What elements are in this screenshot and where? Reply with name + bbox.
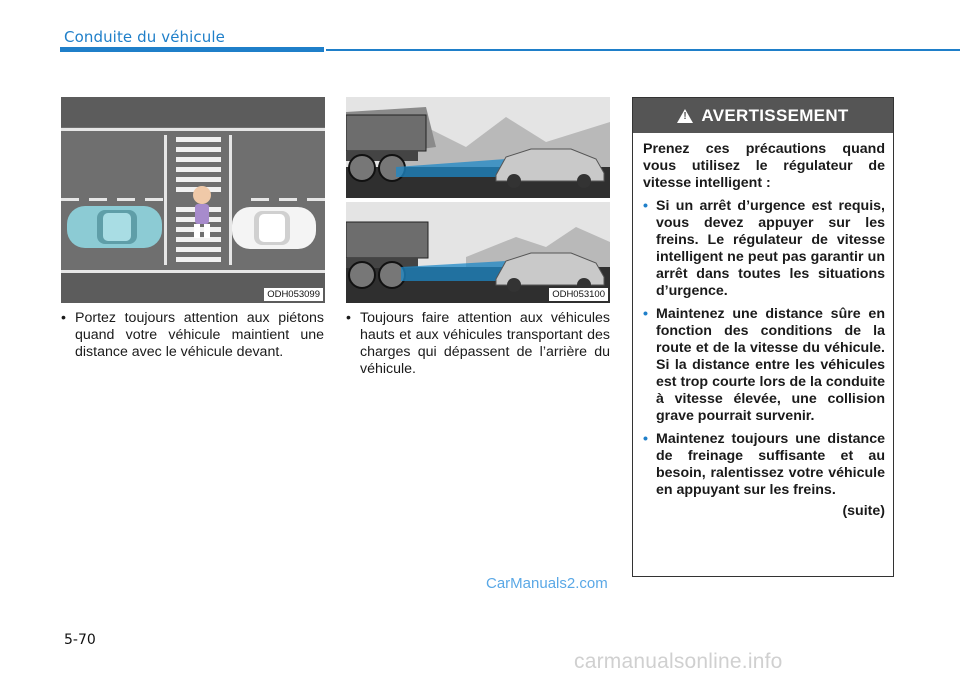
list-item: • Maintenez toujours une distance de freinage suffisante et au besoin, ralentissez votre véhicule en appuyant sur les freins. [643, 431, 885, 498]
truck-illustration [346, 97, 610, 303]
warning-header [633, 98, 893, 133]
warning-triangle-icon: ! [677, 109, 693, 123]
warning-box [632, 97, 894, 577]
list-item: • Maintenez une distance sûre en fonction des conditions de la route et de la vitesse du véhicule. Si la distance entre les véhicules est trop courte lors de la conduite à vitesse élevée, une collision grave pourrait survenir. [643, 306, 885, 424]
middle-column-text [346, 310, 610, 378]
header-rule-thin [326, 49, 960, 51]
warning-intro: Prenez ces précautions quand vous utilisez le régulateur de vitesse intelligent : [643, 141, 885, 191]
page-number: 5-70 [64, 632, 96, 648]
figure-code: ODH053099 [264, 288, 323, 301]
figure-crosswalk [61, 97, 325, 303]
header-rule-thick [60, 47, 324, 52]
list-item: • Toujours faire attention aux véhicules hauts et aux véhicules transportant des charges qui dépassent de l’arrière du véhicule. [346, 310, 610, 377]
bullet-icon: • [61, 310, 66, 326]
section-title: Conduite du véhicule [64, 28, 225, 46]
continued-label: (suite) [842, 503, 885, 519]
figure-truck [346, 97, 610, 303]
list-item: • Si un arrêt d’urgence est requis, vous devez appuyer sur les freins. Le régulateur de vitesse intelligent ne peut pas garantir un arrêt dans toutes les situations d’urgence. [643, 198, 885, 299]
watermark-link[interactable]: CarManuals2.com [486, 575, 608, 592]
bullet-icon: • [643, 431, 648, 447]
bullet-icon: • [643, 306, 648, 322]
crosswalk-illustration [61, 97, 325, 303]
bullet-icon: • [643, 198, 648, 214]
warning-body [633, 133, 893, 520]
footer-watermark: carmanualsonline.info [574, 650, 783, 673]
figure-code: ODH053100 [549, 288, 608, 301]
bullet-icon: • [346, 310, 351, 326]
left-column-text [61, 310, 324, 361]
list-item: • Portez toujours attention aux piétons quand votre véhicule maintient une distance avec le véhicule devant. [61, 310, 324, 360]
warning-title: AVERTISSEMENT [701, 105, 849, 125]
